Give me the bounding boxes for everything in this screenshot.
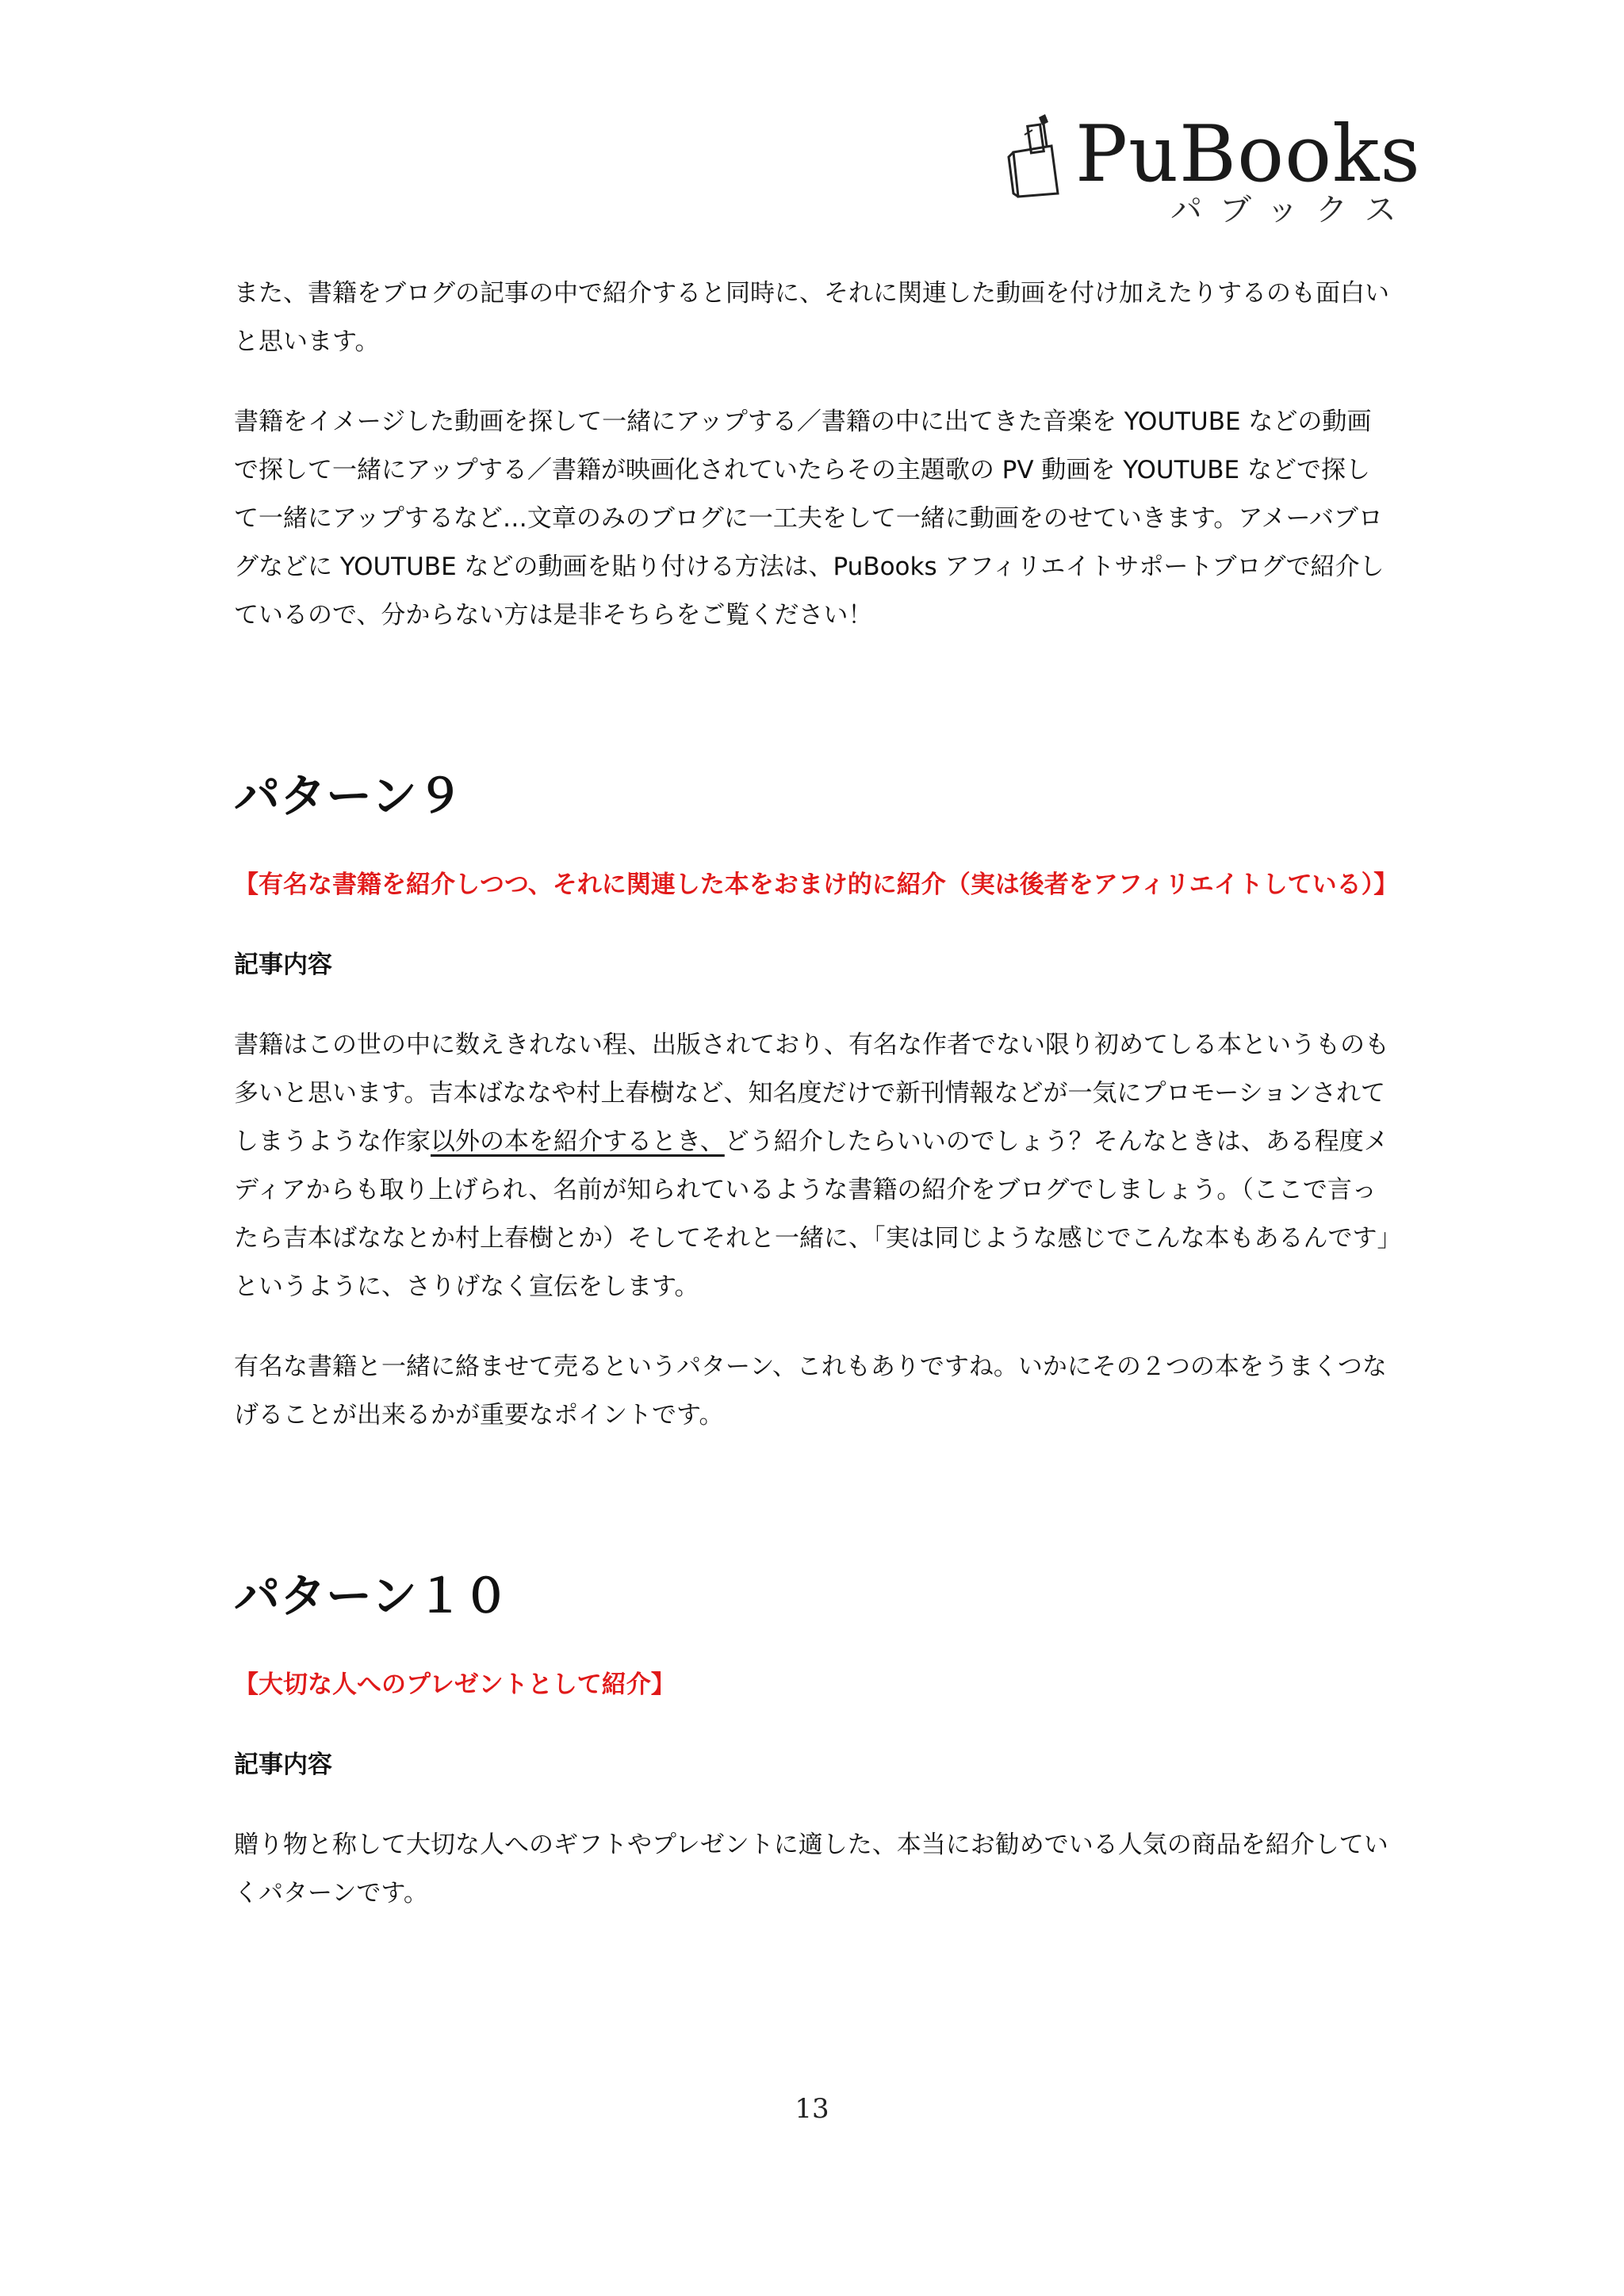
pattern-10-label: 記事内容 [234,1751,332,1779]
pattern-9-subtitle: 【有名な書籍を紹介しつつ、それに関連した本をおまけ的に紹介（実は後者をアフィリエイトしている）】 [234,871,1399,899]
pattern-9-label: 記事内容 [234,951,332,979]
logo-text: PuBooks [1075,109,1421,200]
pattern-9-heading: パターン９ [234,769,463,823]
book-bag-icon [1005,111,1069,198]
page-number: 13 [795,2093,829,2125]
pubooks-logo [1005,109,1421,230]
intro-paragraph-2: 書籍をイメージした動画を探して一緒にアップする／書籍の中に出てきた音楽を YOUTUBE などの動画で探して一緒にアップする／書籍が映画化されていたらその主題歌の PV 動画を YOUTUBE などで探して一緒にアップするなど…文章のみのブログに一工夫をして一緒に動画をのせていきます。アメーバブログなどに YOUTUBE などの動画を貼り付ける方法は、PuBooks アフィリエイトサポートブログで紹介しているので、分からない方は是非そちらをご覧ください！ [234,408,1385,629]
pattern-9-p1-underlined: 以外の本を紹介するとき、 [431,1127,725,1156]
pattern-10-paragraph-1: 贈り物と称して大切な人へのギフトやプレゼントに適した、本当にお勧めでいる人気の商品を紹介していくパターンです。 [234,1831,1388,1908]
pattern-10-subtitle: 【大切な人へのプレゼントとして紹介】 [234,1670,676,1699]
pattern-10-heading: パターン１０ [234,1569,509,1623]
document-body [234,270,1399,1918]
pattern-9-p1-end: どう紹介したらいいのでしょう？そんなときは、ある程度メディアからも取り上げられ、名前が知られているような書籍の紹介をブログでしましょう。（ここで言ったら吉本ばななとか村上春樹とか）そしてそれと一緒に、「実は同じような感じでこんな本もあるんです」というように、さりげなく宣伝をします。 [234,1127,1389,1301]
intro-paragraph-1: また、書籍をブログの記事の中で紹介すると同時に、それに関連した動画を付け加えたりするのも面白いと思います。 [234,279,1389,356]
pattern-9-p1-start: 書籍はこの世の中に数えきれない程、出版されており、有名な作者でない限り初めてしる本というものも多いと思います。吉本ばななや村上春樹など、知名度だけで新刊情報などが一気にプロモーションされてしまうような作家 [234,1031,1389,1156]
pattern-9-paragraph-2: 有名な書籍と一緒に絡ませて売るというパターン、これもありですね。いかにその２つの本をうまくつなげることが出来るかが重要なポイントです。 [234,1353,1387,1429]
pattern-9-paragraph-1 [234,1021,1392,1311]
logo-kana: パブックス [1170,192,1414,228]
